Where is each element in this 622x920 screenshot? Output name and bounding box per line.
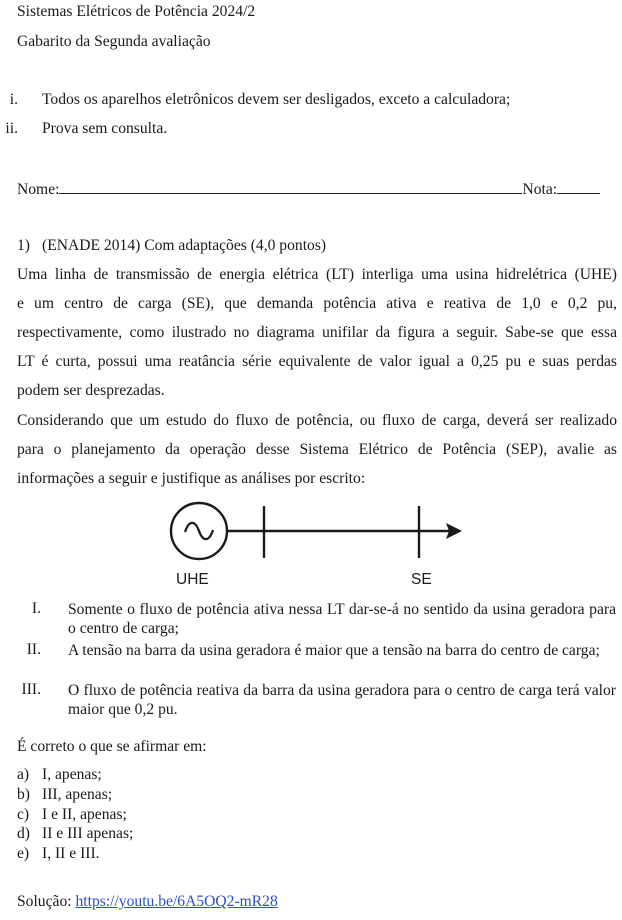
name-field[interactable] [59, 179, 522, 194]
load-label: SE [411, 571, 432, 588]
option-text: I, II e III. [42, 845, 100, 862]
option-text: I e II, apenas; [42, 806, 127, 823]
solution-label: Solução: [17, 893, 72, 910]
option-letter: b) [17, 786, 30, 803]
paragraph-line: podem ser desprezadas. [17, 382, 165, 399]
rule-number: ii. [5, 120, 18, 137]
paragraph-line: e um centro de carga (SE), que demanda potência ativa e reativa de 1,0 e 0,2 pu, [17, 295, 617, 312]
statement-number: II. [26, 641, 41, 658]
option-letter: e) [17, 845, 30, 862]
statement-number: I. [31, 600, 41, 617]
paragraph-line: respectivamente, como ilustrado no diagrama unifilar da figura a seguir. Sabe-se que essa [17, 324, 617, 341]
solution-row [17, 893, 278, 911]
ac-generator-icon [171, 503, 227, 559]
question-heading: (ENADE 2014) Com adaptações (4,0 pontos) [42, 237, 327, 254]
diagram-drawing [0, 500, 622, 590]
course-title: Sistemas Elétricos de Potência 2024/2 [17, 3, 256, 20]
paragraph-line: informações a seguir e justifique as análises por escrito: [17, 470, 366, 487]
rule-number: i. [9, 91, 18, 108]
option-text: I, apenas; [42, 766, 102, 783]
statement-number: III. [21, 681, 41, 698]
option-letter: d) [17, 825, 30, 842]
paragraph-line: Considerando que um estudo do fluxo de potência, ou fluxo de carga, deverá ser realizado [17, 412, 617, 429]
name-label: Nome: [17, 181, 60, 198]
statement-text: Somente o fluxo de potência ativa nessa LT dar-se-á no sentido da usina geradora para o centro de carga; [68, 601, 616, 637]
generator-label: UHE [176, 571, 209, 588]
grade-label: Nota: [522, 181, 558, 198]
option-letter: c) [17, 806, 30, 823]
paragraph-line: para o planejamento da operação desse Sistema Elétrico de Potência (SEP), avalie as [17, 441, 617, 458]
rule-text: Todos os aparelhos eletrônicos devem ser desligados, exceto a calculadora; [42, 91, 511, 108]
solution-video-link[interactable]: https://youtu.be/6A5OQ2-mR28 [75, 893, 278, 910]
statement-text: O fluxo de potência reativa da barra da usina geradora para o centro de carga terá valor maior que 0,2 pu. [68, 682, 616, 718]
grade-field[interactable] [557, 179, 600, 194]
question-prompt: É correto o que se afirmar em: [17, 738, 207, 755]
option-text: III, apenas; [42, 786, 113, 803]
statement-text: A tensão na barra da usina geradora é maior que a tensão na barra do centro de carga; [68, 642, 600, 659]
paragraph-line: LT é curta, possui uma reatância série equivalente de valor igual a 0,25 pu e suas perdas [17, 353, 617, 370]
option-letter: a) [17, 766, 30, 783]
question-number: 1) [17, 237, 30, 254]
option-text: II e III apenas; [42, 825, 134, 842]
paragraph-line: Uma linha de transmissão de energia elétrica (LT) interliga uma usina hidrelétrica (UHE) [17, 266, 617, 283]
exam-subtitle: Gabarito da Segunda avaliação [17, 33, 211, 50]
rule-text: Prova sem consulta. [42, 120, 168, 137]
name-grade-row [17, 179, 600, 199]
